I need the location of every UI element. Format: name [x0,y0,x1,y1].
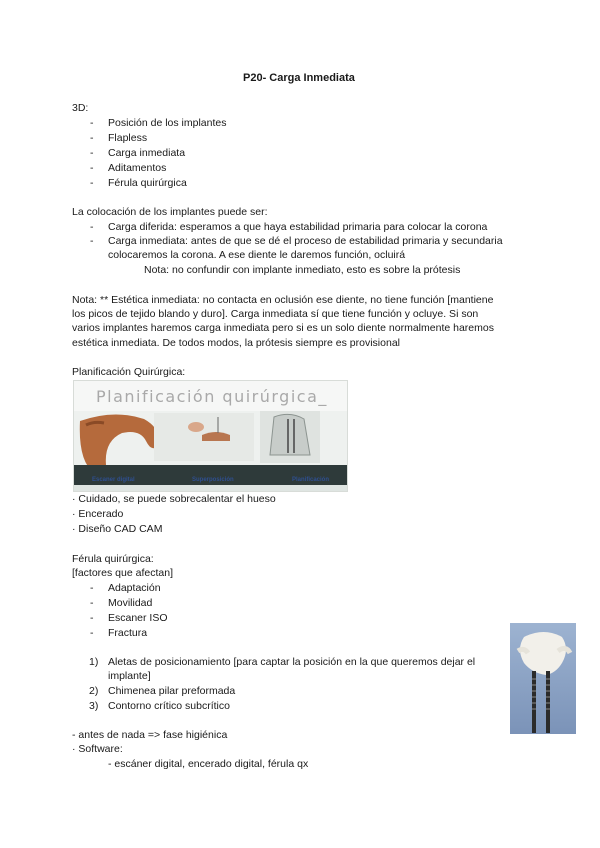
note-paragraph-line: estética inmediata. De todos modos, la prótesis siempre es provisional [72,337,400,349]
final-line: - escáner digital, encerado digital, férula qx [108,758,309,770]
planificacion-slide-image [73,380,348,492]
list-item: Flapless [108,132,148,144]
slide-label: Escaner digital [92,477,135,483]
ferula-factors-heading: [factores que afectan] [72,567,173,579]
bullet-dash: - [90,221,94,233]
list-item: Férula quirúrgica [108,177,187,189]
bullet-dash: - [90,582,94,594]
list-item: Carga inmediata [108,147,186,159]
numbered-item: Contorno crítico subcrítico [108,700,230,712]
ferula-photo [510,623,576,734]
bullet-dash: - [90,117,94,129]
bullet-dash: - [90,147,94,159]
list-item-continuation: colocaremos la corona. A ese diente le daremos función, ocluirá [108,249,406,261]
list-item: Escaner ISO [108,612,168,624]
slide-title: Planificación quirúrgica_ [96,387,328,406]
numbered-marker: 1) [89,656,99,668]
ferula-photo-graphic [510,623,576,734]
bullet-dash: - [90,597,94,609]
numbered-item: Aletas de posicionamiento [para captar la posición en la que queremos dejar el [108,656,476,668]
slide-label: Superposición [192,477,234,483]
ferula-heading: Férula quirúrgica: [72,553,154,565]
numbered-marker: 3) [89,700,99,712]
bullet-dash: - [90,612,94,624]
planificacion-note: · Encerado [72,508,124,520]
numbered-item-continuation: implante] [108,670,151,682]
bullet-dash: - [90,132,94,144]
final-line: · Software: [72,743,123,755]
final-line: - antes de nada => fase higiénica [72,729,228,741]
bullet-dash: - [90,177,94,189]
planificacion-note: · Cuidado, se puede sobrecalentar el hueso [72,493,276,505]
list-item: Movilidad [108,597,153,609]
colocacion-note: Nota: no confundir con implante inmediato, esto es sobre la prótesis [144,264,461,276]
note-paragraph-line: Nota: ** Estética inmediata: no contacta en oclusión ese diente, no tiene función [mantiene [72,294,494,306]
planificacion-heading: Planificación Quirúrgica: [72,366,186,378]
planificacion-note: · Diseño CAD CAM [72,523,163,535]
list-item: Fractura [108,627,148,639]
bullet-dash: - [90,235,94,247]
numbered-item: Chimenea pilar preformada [108,685,236,697]
list-item: Adaptación [108,582,161,594]
section-3d-heading: 3D: [72,102,89,114]
list-item: Carga diferida: esperamos a que haya estabilidad primaria para colocar la corona [108,221,488,233]
list-item: Posición de los implantes [108,117,227,129]
page-title: P20- Carga Inmediata [243,72,355,84]
note-paragraph-line: varios implantes haremos carga inmediata pero si es un solo diente normalmente haremos [72,322,494,334]
list-item: Aditamentos [108,162,167,174]
colocacion-intro: La colocación de los implantes puede ser: [72,206,268,218]
bullet-dash: - [90,162,94,174]
bullet-dash: - [90,627,94,639]
note-paragraph-line: los picos de tejido blando y duro]. Carga inmediata sí que tiene función y ocluye. Si son [72,308,479,320]
slide-label: Planificación [292,477,330,483]
numbered-marker: 2) [89,685,99,697]
list-item: Carga inmediata: antes de que se dé el proceso de estabilidad primaria y secundaria [108,235,503,247]
